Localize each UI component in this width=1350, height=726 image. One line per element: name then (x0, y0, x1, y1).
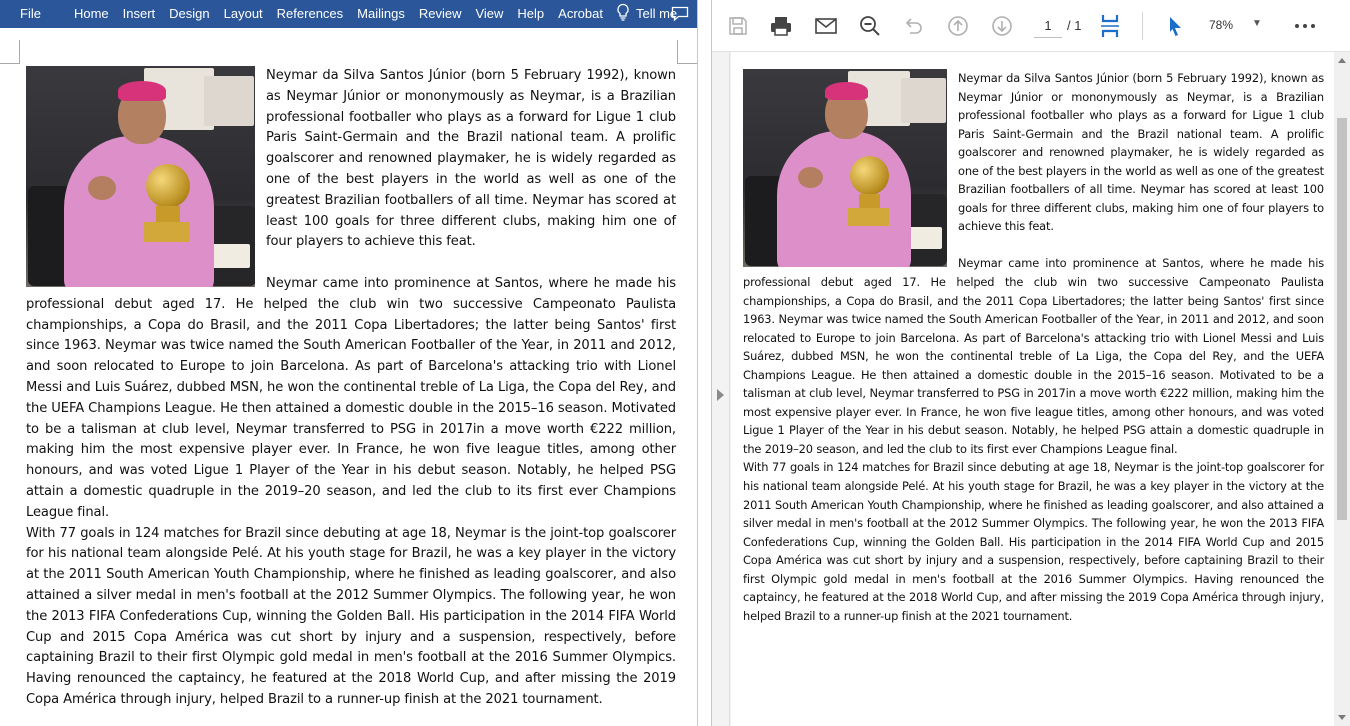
player-photo[interactable] (26, 66, 255, 287)
vertical-scrollbar[interactable] (1334, 52, 1350, 726)
tab-review[interactable]: Review (418, 6, 462, 21)
page-corner-mark (0, 40, 20, 64)
scroll-down-icon[interactable] (1338, 715, 1346, 720)
tell-me-search[interactable]: Tell me (635, 6, 678, 21)
tab-view[interactable]: View (475, 6, 504, 21)
nav-pane-toggle[interactable] (712, 52, 730, 726)
scroll-up-icon[interactable] (1338, 58, 1346, 63)
paragraph-3: With 77 goals in 124 matches for Brazil since debuting at age 18, Neymar is the joint-top goalscorer for his national team alongside Pelé. At his youth stage for Brazil, he was a key player in the victory at the 2011 South American Youth Championship, where he finished as leading goalscorer, and also attained a silver medal in men's football at the 2012 Summer Olympics. The following year, he won the 2013 FIFA Confederations Cup, winning the Golden Ball. His participation in the 2014 FIFA World Cup and 2015 Copa América was cut short by injury and a suspension, respectively, before captaining Brazil to their first Olympic gold medal in men's football at the 2016 Summer Olympics. Having renounced the captaincy, he featured at the 2018 World Cup, and after missing the 2019 Copa América through injury, helped Brazil to a runner-up finish at the 2021 tournament. (743, 460, 1324, 623)
player-photo (743, 69, 947, 267)
page-total: / 1 (1067, 18, 1082, 33)
tab-references[interactable]: References (276, 6, 344, 21)
page-number-input[interactable] (1034, 14, 1062, 38)
lightbulb-icon[interactable] (610, 3, 636, 26)
window-divider[interactable] (697, 0, 712, 726)
tab-home[interactable]: Home (73, 6, 109, 21)
print-icon[interactable] (767, 12, 795, 40)
paragraph-3: With 77 goals in 124 matches for Brazil since debuting at age 18, Neymar is the joint-top goalscorer for his national team alongside Pelé. At his youth stage for Brazil, he was a key player in the victory at the 2011 South American Youth Championship, where he finished as leading goalscorer, and also attained a silver medal in men's football at the 2012 Summer Olympics. The following year, he won the 2013 FIFA Confederations Cup, winning the Golden Ball. His participation in the 2014 FIFA World Cup and 2015 Copa América was cut short by injury and a suspension, respectively, before captaining Brazil to their first Olympic gold medal in men's football at the 2016 Summer Olympics. Having renounced the captaincy, he featured at the 2018 World Cup, and after missing the 2019 Copa América through injury, helped Brazil to a runner-up finish at the 2021 tournament. (26, 525, 676, 707)
save-icon[interactable] (724, 12, 752, 40)
pdf-body[interactable] (743, 69, 1324, 625)
paragraph-1: Neymar da Silva Santos Júnior (born 5 February 1992), known as Neymar Júnior or mononymously as Neymar, is a Brazilian professional footballer who plays as a forward for Ligue 1 club Paris Saint-Germain and the Brazil national team. A prolific goalscorer and renowned playmaker, he is widely regarded as one of the best players in the world as well as one of the greatest Brazilian footballers of all time. Neymar has scored at least 100 goals for three different clubs, making him one of four players to achieve this feat. (958, 71, 1324, 234)
tab-layout[interactable]: Layout (223, 6, 263, 21)
zoom-level[interactable]: 78% (1209, 18, 1234, 32)
tab-mailings[interactable]: Mailings (357, 6, 405, 21)
page-up-icon[interactable] (944, 12, 972, 40)
fit-page-icon[interactable] (1096, 12, 1124, 40)
ribbon-tabs (0, 0, 697, 28)
page-corner-mark (677, 40, 697, 64)
tab-insert[interactable]: Insert (122, 6, 156, 21)
paragraph-1: Neymar da Silva Santos Júnior (born 5 February 1992), known as Neymar Júnior or mononymously as Neymar, is a Brazilian professional footballer who plays as a forward for Ligue 1 club Paris Saint-Germain and the Brazil national team. A prolific goalscorer and renowned playmaker, he is widely regarded as one of the best players in the world as well as one of the greatest Brazilian footballers of all time. Neymar has scored at least 100 goals for three different clubs, making him one of four players to achieve this feat. (266, 68, 676, 250)
scrollbar-thumb[interactable] (1337, 118, 1347, 520)
comment-icon[interactable] (671, 6, 689, 22)
pdf-viewer (712, 0, 1350, 726)
caret-right-icon (717, 389, 724, 401)
document-page (0, 28, 697, 726)
tab-file[interactable]: File (20, 6, 41, 21)
pdf-toolbar (712, 0, 1350, 52)
paragraph-2: Neymar came into prominence at Santos, where he made his professional debut aged 17. He helped the club win two successive Campeonato Paulista championships, a Copa do Brasil, and the 2011 Copa Libertadores; the latter being Santos' first since 1963. Neymar was twice named the South American Footballer of the Year, in 2011 and 2012, and soon relocated to Europe to join Barcelona. As part of Barcelona's attacking trio with Lionel Messi and Luis Suárez, dubbed MSN, he won the continental treble of La Liga, the Copa del Rey, and the UEFA Champions League. He then attained a domestic double in the 2015–16 season. Motivated to be a talisman at club level, Neymar transferred to PSG in 2017in a move worth €222 million, making him the most expensive player ever. In France, he won five league titles, among other honours, and was voted Ligue 1 Player of the Year in his debut season. Notably, he helped PSG attain a domestic quadruple in the 2019–20 season, and led the club to its first ever Champions League final. (26, 275, 676, 520)
paragraph-2: Neymar came into prominence at Santos, where he made his professional debut aged 17. He helped the club win two successive Campeonato Paulista championships, a Copa do Brasil, and the 2011 Copa Libertadores; the latter being Santos' first since 1963. Neymar was twice named the South American Footballer of the Year, in 2011 and 2012, and soon relocated to Europe to join Barcelona. As part of Barcelona's attacking trio with Lionel Messi and Luis Suárez, dubbed MSN, he won the continental treble of La Liga, the Copa del Rey, and the UEFA Champions League. He then attained a domestic double in the 2015–16 season. Motivated to be a talisman at club level, Neymar transferred to PSG in 2017in a move worth €222 million, making him the most expensive player ever. In France, he won five league titles, among other honours, and was voted Ligue 1 Player of the Year in his debut season. Notably, he helped PSG attain a domestic quadruple in the 2019–20 season, and led the club to its first ever Champions League final. (743, 256, 1324, 456)
zoom-out-icon[interactable] (856, 12, 884, 40)
email-icon[interactable] (812, 12, 840, 40)
document-body[interactable] (26, 66, 676, 711)
chevron-down-icon[interactable]: ▼ (1252, 18, 1262, 29)
undo-icon[interactable] (899, 12, 927, 40)
page-down-icon[interactable] (988, 12, 1016, 40)
pdf-page (731, 52, 1334, 726)
tab-design[interactable]: Design (169, 6, 210, 21)
more-icon[interactable] (1291, 12, 1319, 40)
tab-acrobat[interactable]: Acrobat (558, 6, 603, 21)
tab-help[interactable]: Help (517, 6, 545, 21)
select-cursor-icon[interactable] (1162, 12, 1190, 40)
toolbar-separator (1142, 12, 1143, 40)
